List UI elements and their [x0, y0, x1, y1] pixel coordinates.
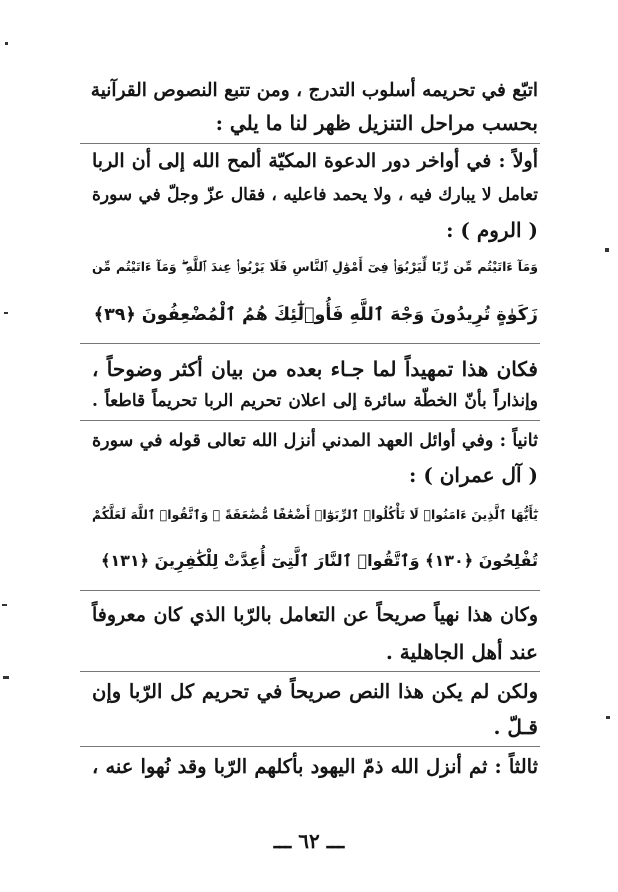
scan-speck: [3, 676, 9, 679]
divider: [80, 343, 540, 344]
section-1-comment-line-1: فكان هذا تمهيداً لما جـاء بعده من بيان أكثر وضوحاً ،: [92, 357, 538, 381]
section-1-line-1: أولاً : في أواخر دور الدعوة المكيّة ألمح الله إلى أن الربا: [92, 150, 538, 172]
scan-speck: [606, 716, 610, 719]
section-2-comment-line-4: قـلّ .: [493, 715, 538, 739]
scan-speck: [2, 604, 7, 606]
section-1-line-3: ( الروم ) :: [446, 218, 538, 242]
divider: [80, 671, 540, 672]
section-2-comment-line-2: عند أهل الجاهلية .: [385, 640, 538, 664]
divider: [80, 420, 540, 421]
quran-verse-rum-line-1: وَمَآ ءَاتَيْتُم مِّن رِّبًا لِّيَرْبُوَا۟ فِىٓ أَمْوَٰلِ ٱلنَّاسِ فَلَا يَرْبُوا۟ عِندَ ٱللَّهِ ۖ وَمَآ ءَاتَيْتُم مِّن: [92, 259, 538, 274]
scan-speck: [4, 312, 8, 314]
section-2-line-1: ثانياً : وفي أوائل العهد المدني أنزل الله تعالى قوله في سورة: [92, 431, 538, 451]
section-1-comment-line-2: وإنذاراً بأنّ الخطّة سائرة إلى اعلان تحريم الربا تحريماً قاطعاً .: [92, 391, 538, 411]
quran-verse-imran-line-1: يَٰٓأَيُّهَا ٱلَّذِينَ ءَامَنُوا۟ لَا تَأْكُلُوا۟ ٱلرِّبَوٰٓا۟ أَضْعَٰفًا مُّضَٰعَفَةً ۖ وَٱتَّقُوا۟ ٱللَّهَ لَعَلَّكُمْ: [92, 507, 538, 522]
quran-verse-imran-line-2: تُفْلِحُونَ ﴿١٣٠﴾ وَٱتَّقُوا۟ ٱلنَّارَ ٱلَّتِىٓ أُعِدَّتْ لِلْكَٰفِرِينَ ﴿١٣١﴾: [100, 551, 538, 570]
intro-line-1: اتبّع في تحريمه أسلوب التدرج ، ومن تتبع النصوص القرآنية: [90, 80, 538, 101]
scan-speck: [5, 42, 8, 45]
scan-speck: [605, 248, 609, 252]
quran-verse-rum-line-2: زَكَوٰةٍ تُرِيدُونَ وَجْهَ ٱللَّهِ فَأُو۟لَٰٓئِكَ هُمُ ٱلْمُضْعِفُونَ ﴿٣٩﴾: [93, 305, 538, 325]
divider: [80, 746, 540, 747]
section-3-line-1: ثالثاً : ثم أنزل الله ذمّ اليهود بأكلهم الرّبا وقد نُهوا عنه ،: [92, 755, 538, 778]
section-2-line-2: ( آل عمران ) :: [408, 463, 538, 487]
intro-line-2: بحسب مراحل التنزيل ظهر لنا ما يلي :: [215, 111, 538, 135]
section-2-comment-line-3: ولكن لم يكن هذا النص صريحاً في تحريم كل الرّبا وإن: [92, 680, 538, 703]
divider: [80, 590, 540, 591]
divider: [80, 143, 540, 144]
page-number: ـــ ٦٢ ـــ: [273, 829, 345, 853]
section-1-line-2: تعامل لا يبارك فيه ، ولا يحمد فاعليه ، فقال عزّ وجلّ في سورة: [92, 185, 538, 205]
section-2-comment-line-1: وكان هذا نهياً صريحاً عن التعامل بالرّبا الذي كان معروفاً: [92, 604, 538, 626]
